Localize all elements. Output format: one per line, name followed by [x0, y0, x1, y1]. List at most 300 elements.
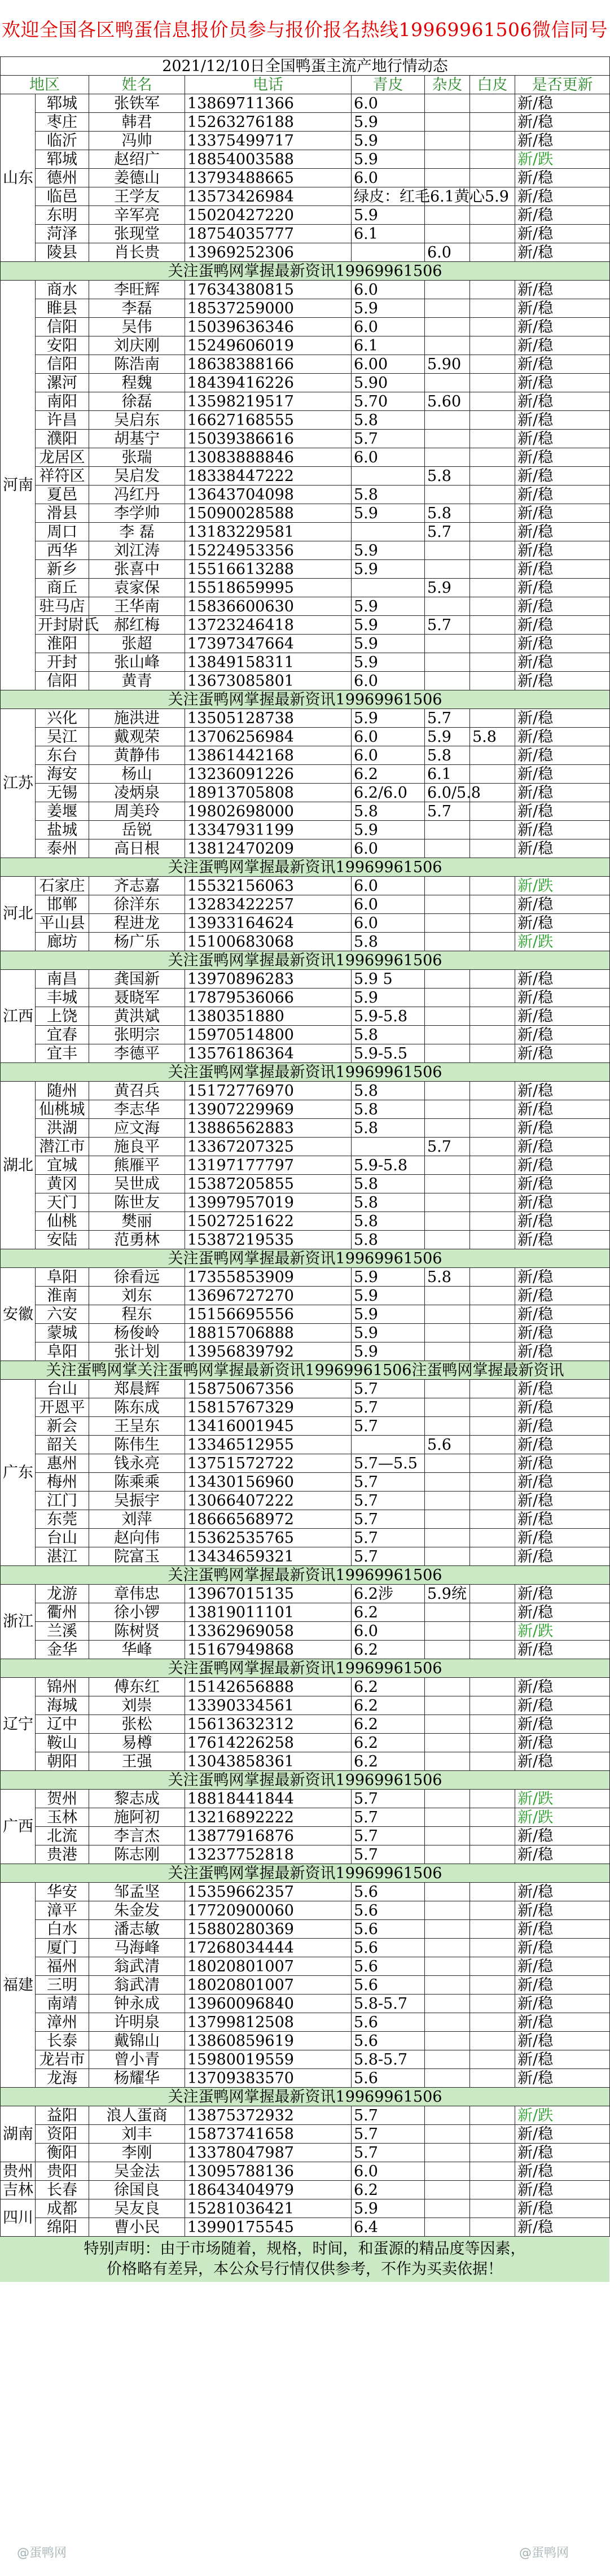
contact-name: 吴金法: [89, 2162, 185, 2181]
mixed-shell-price: 5.9: [425, 728, 470, 746]
update-status: 新/稳: [515, 1883, 610, 1901]
promo-separator: 关注蛋鸭网掌握最新资讯19969961506: [1, 1864, 610, 1883]
green-shell-price: 5.9: [352, 132, 425, 150]
white-shell-price: [470, 336, 515, 355]
region: 开封尉氏: [36, 616, 89, 635]
green-shell-price: 6.2: [352, 2181, 425, 2199]
phone: 18913705808: [185, 784, 352, 802]
update-status: 新/稳: [515, 336, 610, 355]
update-status: 新/稳: [515, 1380, 610, 1398]
phone: 13709383570: [185, 2069, 352, 2088]
green-shell-price: [352, 579, 425, 597]
table-row: [1, 281, 610, 299]
white-shell-price: [470, 318, 515, 336]
promo-separator: 关注蛋鸭网掌握最新资讯19969961506: [1, 951, 610, 970]
phone: 15516613288: [185, 560, 352, 579]
region: 临沂: [36, 132, 89, 150]
header-updated: 是否更新: [515, 76, 610, 94]
table-row: [1, 132, 610, 150]
table-row: [1, 1883, 610, 1901]
white-shell-price: [470, 1529, 515, 1547]
white-shell-price: [470, 1901, 515, 1920]
table-row: [1, 1082, 610, 1100]
green-shell-price: 5.7: [352, 1827, 425, 1845]
table-row: [1, 1827, 610, 1845]
contact-name: 曹小民: [89, 2218, 185, 2237]
region: 新会: [36, 1417, 89, 1436]
green-shell-price: 5.9: [352, 989, 425, 1007]
green-shell-price: 5.9: [352, 635, 425, 653]
contact-name: 凌炳泉: [89, 784, 185, 802]
region: 漳平: [36, 1901, 89, 1920]
table-row: [1, 2106, 610, 2125]
contact-name: 刘萍: [89, 1510, 185, 1529]
green-shell-price: 5.6: [352, 1957, 425, 1976]
update-status: 新/稳: [515, 1436, 610, 1454]
table-row: [1, 1398, 610, 1417]
white-shell-price: [470, 541, 515, 560]
phone: 13969252306: [185, 243, 352, 262]
mixed-shell-price: [425, 430, 470, 448]
contact-name: 胡基宁: [89, 430, 185, 448]
promo-separator: 关注蛋鸭网掌握最新资讯19969961506: [1, 1566, 610, 1585]
mixed-shell-price: [425, 1957, 470, 1976]
phone: 15142656888: [185, 1678, 352, 1696]
contact-name: 张瑞: [89, 448, 185, 467]
white-shell-price: [470, 2144, 515, 2162]
contact-name: 黄洪斌: [89, 1007, 185, 1026]
contact-name: 冯红丹: [89, 486, 185, 504]
phone: 17634380815: [185, 281, 352, 299]
region: 阜阳: [36, 1268, 89, 1287]
contact-name: 龚国新: [89, 970, 185, 989]
white-shell-price: [470, 225, 515, 243]
region: 朝阳: [36, 1752, 89, 1771]
contact-name: 张山峰: [89, 653, 185, 672]
region: 东台: [36, 746, 89, 765]
contact-name: 陈乘乘: [89, 1473, 185, 1492]
region: 贵阳: [36, 2162, 89, 2181]
phone: 17355853909: [185, 1268, 352, 1287]
region: 洪湖: [36, 1119, 89, 1138]
green-shell-price: 5.90: [352, 374, 425, 392]
white-shell-price: [470, 2106, 515, 2125]
update-status: 新/稳: [515, 225, 610, 243]
region: 仙桃: [36, 1212, 89, 1231]
region: 驻马店: [36, 597, 89, 616]
update-status: 新/稳: [515, 839, 610, 858]
region: 宜丰: [36, 1044, 89, 1063]
update-status: 新/跌: [515, 1808, 610, 1827]
phone: 15156695556: [185, 1305, 352, 1324]
region: 资阳: [36, 2125, 89, 2144]
green-shell-price: 5.6: [352, 1939, 425, 1957]
green-shell-price: 5.7: [352, 2106, 425, 2125]
region: 益阳: [36, 2106, 89, 2125]
update-status: 新/稳: [515, 1492, 610, 1510]
contact-name: 施阿初: [89, 1808, 185, 1827]
phone: 13434659321: [185, 1547, 352, 1566]
contact-name: 周美玲: [89, 802, 185, 821]
mixed-shell-price: [425, 1231, 470, 1249]
green-shell-price: 5.9: [352, 1305, 425, 1324]
province-cell: 吉林: [1, 2181, 36, 2199]
update-status: 新/稳: [515, 206, 610, 225]
mixed-shell-price: [425, 1026, 470, 1044]
green-shell-price: 6.4: [352, 2218, 425, 2237]
header-name: 姓名: [89, 76, 185, 94]
contact-name: 王华南: [89, 597, 185, 616]
contact-name: 袁家保: [89, 579, 185, 597]
update-status: 新/稳: [515, 281, 610, 299]
update-status: 新/稳: [515, 1641, 610, 1659]
region: 淮阳: [36, 635, 89, 653]
mixed-shell-price: [425, 1417, 470, 1436]
province-cell: 广西: [1, 1790, 36, 1864]
phone: 15100683068: [185, 933, 352, 951]
phone: 13362969058: [185, 1622, 352, 1641]
phone: 13819011101: [185, 1603, 352, 1622]
table-row: [1, 2199, 610, 2218]
table-row: [1, 1492, 610, 1510]
table-row: [1, 392, 610, 411]
green-shell-price: 6.1: [352, 225, 425, 243]
contact-name: 李言杰: [89, 1827, 185, 1845]
mixed-shell-price: 5.9统: [425, 1585, 470, 1603]
mixed-shell-price: [425, 1976, 470, 1995]
phone: 13236091226: [185, 765, 352, 784]
mixed-shell-price: 5.60: [425, 392, 470, 411]
update-status: 新/稳: [515, 2125, 610, 2144]
phone: 18020801007: [185, 1957, 352, 1976]
green-shell-price: 6.0: [352, 1622, 425, 1641]
mixed-shell-price: 5.7: [425, 1138, 470, 1156]
update-status: 新/稳: [515, 132, 610, 150]
green-shell-price: 6.2: [352, 1715, 425, 1734]
watermark: @蛋鸭网: [519, 2546, 569, 2560]
white-shell-price: [470, 281, 515, 299]
region: 东明: [36, 206, 89, 225]
update-status: 新/稳: [515, 2162, 610, 2181]
table-row: [1, 1939, 610, 1957]
phone: 15027251622: [185, 1212, 352, 1231]
region: 邯郸: [36, 895, 89, 914]
mixed-shell-price: [425, 1119, 470, 1138]
white-shell-price: [470, 1193, 515, 1212]
table-row: [1, 579, 610, 597]
white-shell-price: [470, 411, 515, 430]
table-row: [1, 1100, 610, 1119]
update-status: 新/稳: [515, 1995, 610, 2013]
contact-name: 聂晓军: [89, 989, 185, 1007]
green-shell-price: 5.7: [352, 1473, 425, 1492]
white-shell-price: [470, 765, 515, 784]
mixed-shell-price: [425, 1007, 470, 1026]
white-shell-price: [470, 1287, 515, 1305]
update-status: 新/稳: [515, 1324, 610, 1342]
table-row: [1, 467, 610, 486]
table-row: [1, 1324, 610, 1342]
promo-separator: 关注蛋鸭网掌握最新资讯19969961506: [1, 262, 610, 281]
region: 滑县: [36, 504, 89, 523]
green-shell-price: 5.9: [352, 709, 425, 728]
mixed-shell-price: 5.90: [425, 355, 470, 374]
region: 兰溪: [36, 1622, 89, 1641]
region: 新乡: [36, 560, 89, 579]
green-shell-price: 5.7: [352, 1547, 425, 1566]
mixed-shell-price: [425, 653, 470, 672]
mixed-shell-price: [425, 2144, 470, 2162]
contact-name: 施洪进: [89, 709, 185, 728]
update-status: 新/稳: [515, 2199, 610, 2218]
phone: 15039386616: [185, 430, 352, 448]
region: 衢州: [36, 1603, 89, 1622]
region: 贺州: [36, 1790, 89, 1808]
phone: 13706256984: [185, 728, 352, 746]
green-shell-price: 5.8: [352, 1175, 425, 1193]
mixed-shell-price: [425, 1342, 470, 1361]
mixed-shell-price: [425, 1529, 470, 1547]
update-status: 新/稳: [515, 392, 610, 411]
white-shell-price: [470, 1380, 515, 1398]
promo-separator-row: [1, 262, 610, 281]
phone: 13877916876: [185, 1827, 352, 1845]
white-shell-price: [470, 877, 515, 895]
header-green-shell: 青皮: [352, 76, 425, 94]
update-status: 新/稳: [515, 1398, 610, 1417]
phone: 15532156063: [185, 877, 352, 895]
table-row: [1, 1175, 610, 1193]
phone: 13696727270: [185, 1287, 352, 1305]
mixed-shell-price: [425, 1473, 470, 1492]
white-shell-price: [470, 1492, 515, 1510]
mixed-shell-price: [425, 2050, 470, 2069]
province-cell: 福建: [1, 1883, 36, 2088]
mixed-shell-price: 5.6: [425, 1436, 470, 1454]
update-status: 新/稳: [515, 1193, 610, 1212]
green-shell-price: 5.9: [352, 299, 425, 318]
mixed-shell-price: [425, 1920, 470, 1939]
mixed-shell-price: [425, 1696, 470, 1715]
phone: 13347931199: [185, 821, 352, 839]
promo-separator-row: [1, 1771, 610, 1790]
table-row: [1, 635, 610, 653]
update-status: 新/稳: [515, 2069, 610, 2088]
contact-name: 许明泉: [89, 2013, 185, 2032]
table-row: [1, 765, 610, 784]
contact-name: 程东: [89, 1305, 185, 1324]
mixed-shell-price: [425, 1547, 470, 1566]
mixed-shell-price: [425, 281, 470, 299]
contact-name: 应文海: [89, 1119, 185, 1138]
update-status: 新/稳: [515, 2013, 610, 2032]
update-status: 新/稳: [515, 1510, 610, 1529]
region: 石家庄: [36, 877, 89, 895]
phone: 13723246418: [185, 616, 352, 635]
contact-name: 陈世友: [89, 1193, 185, 1212]
contact-name: 陈志刚: [89, 1845, 185, 1864]
green-shell-price: 5.9: [352, 1287, 425, 1305]
region: 吴江: [36, 728, 89, 746]
table-row: [1, 1268, 610, 1287]
green-shell-price: 5.7: [352, 1380, 425, 1398]
green-shell-price: 5.8: [352, 1193, 425, 1212]
mixed-shell-price: [425, 1212, 470, 1231]
region: 西华: [36, 541, 89, 560]
phone: 15263276188: [185, 113, 352, 132]
promo-separator-row: [1, 1063, 610, 1082]
contact-name: 戴锦山: [89, 2032, 185, 2050]
region: 成都: [36, 2199, 89, 2218]
phone: 16627168555: [185, 411, 352, 430]
contact-name: 李磊: [89, 299, 185, 318]
region: 临邑: [36, 187, 89, 206]
region: 贵港: [36, 1845, 89, 1864]
region: 台山: [36, 1529, 89, 1547]
region: 无锡: [36, 784, 89, 802]
update-status: 新/稳: [515, 746, 610, 765]
contact-name: 王学友: [89, 187, 185, 206]
banner: 欢迎全国各区鸭蛋信息报价员参与报价报名热线19969961506微信同号: [0, 0, 609, 56]
table-row: [1, 1901, 610, 1920]
white-shell-price: [470, 486, 515, 504]
region: 漯河: [36, 374, 89, 392]
table-row: [1, 113, 610, 132]
contact-name: 熊雁平: [89, 1156, 185, 1175]
green-shell-price: 6.0: [352, 94, 425, 113]
table-row: [1, 1734, 610, 1752]
region: 三明: [36, 1976, 89, 1995]
province-cell: 贵州: [1, 2162, 36, 2181]
region: 白水: [36, 1920, 89, 1939]
contact-name: 樊丽: [89, 1212, 185, 1231]
phone: 15249606019: [185, 336, 352, 355]
phone: 13083888846: [185, 448, 352, 467]
green-shell-price: 5.7: [352, 430, 425, 448]
green-shell-price: 5.7: [352, 1492, 425, 1510]
mixed-shell-price: [425, 1082, 470, 1100]
white-shell-price: [470, 1138, 515, 1156]
mixed-shell-price: [425, 169, 470, 187]
region: 盐城: [36, 821, 89, 839]
contact-name: 徐洋东: [89, 895, 185, 914]
table-row: [1, 504, 610, 523]
white-shell-price: [470, 635, 515, 653]
update-status: 新/稳: [515, 1026, 610, 1044]
table-row: [1, 839, 610, 858]
region: 上饶: [36, 1007, 89, 1026]
table-row: [1, 709, 610, 728]
table-row: [1, 1547, 610, 1566]
region: 祥符区: [36, 467, 89, 486]
update-status: 新/稳: [515, 1696, 610, 1715]
white-shell-price: [470, 1082, 515, 1100]
region: 宜春: [36, 1026, 89, 1044]
green-shell-price: 5.7—5.5: [352, 1454, 425, 1473]
green-shell-price: 6.2: [352, 1696, 425, 1715]
phone: 13505128738: [185, 709, 352, 728]
mixed-shell-price: [425, 1305, 470, 1324]
mixed-shell-price: [425, 2199, 470, 2218]
update-status: 新/稳: [515, 486, 610, 504]
white-shell-price: [470, 1231, 515, 1249]
update-status: 新/稳: [515, 355, 610, 374]
white-shell-price: [470, 1641, 515, 1659]
table-row: [1, 225, 610, 243]
phone: 15970514800: [185, 1026, 352, 1044]
table-row: [1, 597, 610, 616]
update-status: 新/稳: [515, 560, 610, 579]
promo-separator-row: [1, 1249, 610, 1268]
region: 开封: [36, 653, 89, 672]
phone: 13812470209: [185, 839, 352, 858]
contact-name: 章伟忠: [89, 1585, 185, 1603]
phone: 13933164624: [185, 914, 352, 933]
phone: 15880280369: [185, 1920, 352, 1939]
update-status: 新/稳: [515, 523, 610, 541]
contact-name: 辛军亮: [89, 206, 185, 225]
region: 菏泽: [36, 225, 89, 243]
white-shell-price: [470, 1827, 515, 1845]
green-shell-price: 5.8: [352, 1082, 425, 1100]
phone: 13860859619: [185, 2032, 352, 2050]
phone: 13799812508: [185, 2013, 352, 2032]
mixed-shell-price: [425, 2106, 470, 2125]
mixed-shell-price: [425, 1156, 470, 1175]
green-shell-price: 5.8: [352, 933, 425, 951]
mixed-shell-price: [425, 448, 470, 467]
region: 长春: [36, 2181, 89, 2199]
green-shell-price: 6.1: [352, 336, 425, 355]
phone: 13237752818: [185, 1845, 352, 1864]
mixed-shell-price: [425, 1398, 470, 1417]
region: 长泰: [36, 2032, 89, 2050]
mixed-shell-price: [425, 1193, 470, 1212]
update-status: 新/稳: [515, 467, 610, 486]
update-status: 新/稳: [515, 94, 610, 113]
table-row: [1, 560, 610, 579]
table-row: [1, 411, 610, 430]
region: 南昌: [36, 970, 89, 989]
white-shell-price: [470, 243, 515, 262]
table-row: [1, 616, 610, 635]
phone: 13416001945: [185, 1417, 352, 1436]
region: 绵阳: [36, 2218, 89, 2237]
white-shell-price: [470, 1547, 515, 1566]
update-status: 新/稳: [515, 2050, 610, 2069]
table-row: [1, 784, 610, 802]
update-status: 新/稳: [515, 1752, 610, 1771]
table-row: [1, 336, 610, 355]
region: 龙居区: [36, 448, 89, 467]
green-shell-price: 6.2涉: [352, 1585, 425, 1603]
mixed-shell-price: [425, 1808, 470, 1827]
contact-name: 吴启发: [89, 467, 185, 486]
mixed-shell-price: [425, 1678, 470, 1696]
green-shell-price: 5.8: [352, 1212, 425, 1231]
update-status: 新/稳: [515, 1044, 610, 1063]
mixed-shell-price: [425, 486, 470, 504]
phone: 15815767329: [185, 1398, 352, 1417]
phone: 13960096840: [185, 1995, 352, 2013]
white-shell-price: [470, 1845, 515, 1864]
phone: 17614226258: [185, 1734, 352, 1752]
phone: 15167949868: [185, 1641, 352, 1659]
update-status: 新/跌: [515, 2106, 610, 2125]
table-row: [1, 2050, 610, 2069]
green-shell-price: 5.8: [352, 411, 425, 430]
green-shell-price: 5.7: [352, 1808, 425, 1827]
